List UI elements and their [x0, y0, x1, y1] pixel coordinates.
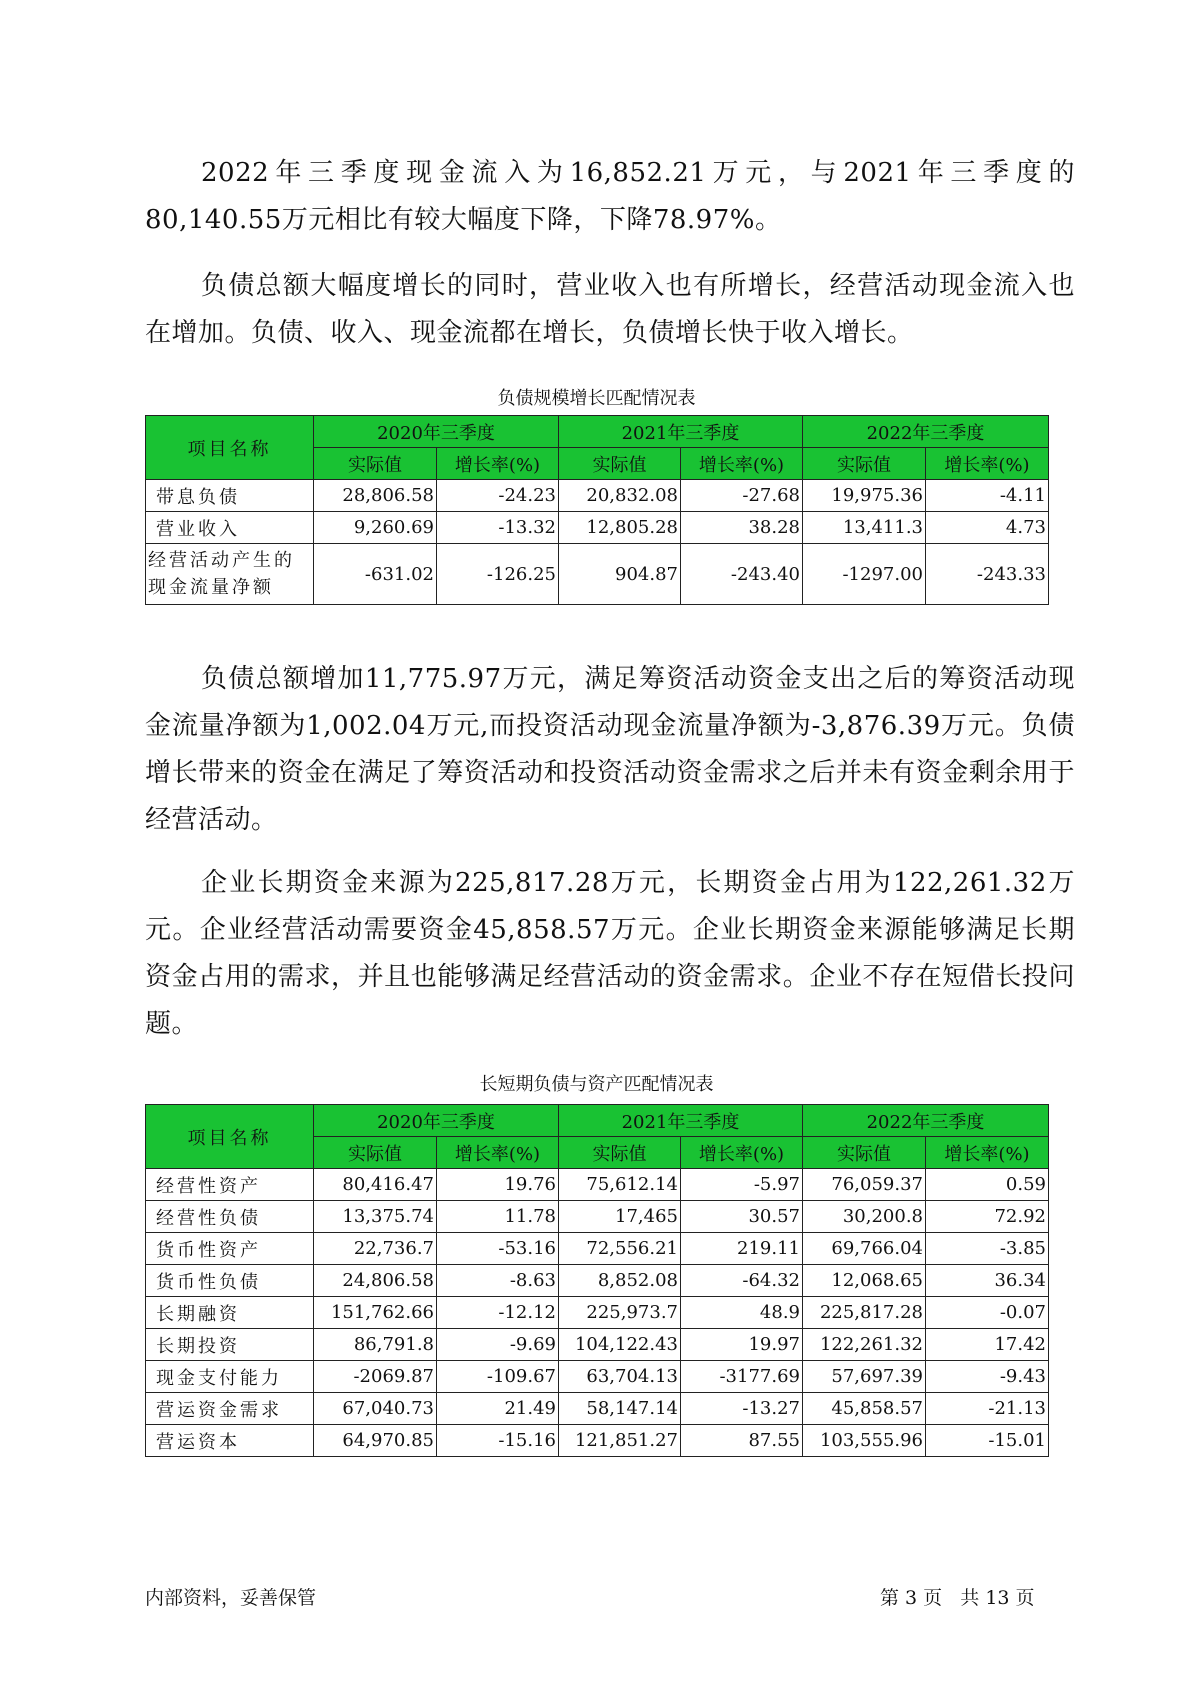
header-growth-rate: 增长率(%) [926, 1137, 1049, 1169]
row-label: 营运资本 [146, 1425, 314, 1457]
header-actual-value: 实际值 [559, 448, 681, 480]
header-growth-rate: 增长率(%) [681, 1137, 803, 1169]
header-actual-value: 实际值 [803, 1137, 926, 1169]
cell-growth-rate: -8.63 [437, 1265, 559, 1297]
cell-actual-value: 225,817.28 [803, 1297, 926, 1329]
footer-page-number: 第 3 页 共 13 页 [880, 1587, 1035, 1609]
cell-actual-value: 104,122.43 [559, 1329, 681, 1361]
table-row [146, 1297, 1049, 1329]
cell-growth-rate: -109.67 [437, 1361, 559, 1393]
header-growth-rate: 增长率(%) [437, 448, 559, 480]
paragraph-long-term-funds: 企业长期资金来源为225,817.28万元，长期资金占用为122,261.32万元。企业经营活动需要资金45,858.57万元。企业长期资金来源能够满足长期资金占用的需求，并且也能够满足经营活动的资金需求。企业不存在短借长投问题。 [145, 868, 1075, 1039]
asset-liability-match-table [145, 1104, 1049, 1457]
cell-actual-value: 67,040.73 [314, 1393, 437, 1425]
header-actual-value: 实际值 [314, 448, 437, 480]
cell-actual-value: 122,261.32 [803, 1329, 926, 1361]
cell-actual-value: 75,612.14 [559, 1169, 681, 1201]
table-row [146, 480, 1049, 512]
row-label: 现金支付能力 [146, 1361, 314, 1393]
cell-growth-rate: 48.9 [681, 1297, 803, 1329]
cell-growth-rate: 38.28 [681, 512, 803, 544]
cell-actual-value: 17,465 [559, 1201, 681, 1233]
cell-growth-rate: 219.11 [681, 1233, 803, 1265]
cell-growth-rate: 30.57 [681, 1201, 803, 1233]
header-period-2021: 2021年三季度 [559, 416, 803, 448]
cell-actual-value: -1297.00 [803, 544, 926, 605]
cell-actual-value: 24,806.58 [314, 1265, 437, 1297]
cell-growth-rate: -3.85 [926, 1233, 1049, 1265]
table-row [146, 1393, 1049, 1425]
table-row [146, 1425, 1049, 1457]
cell-growth-rate: -15.16 [437, 1425, 559, 1457]
cell-actual-value: -631.02 [314, 544, 437, 605]
cell-actual-value: 86,791.8 [314, 1329, 437, 1361]
cell-growth-rate: 0.59 [926, 1169, 1049, 1201]
row-label: 营业收入 [146, 512, 314, 544]
cell-actual-value: 76,059.37 [803, 1169, 926, 1201]
cell-growth-rate: -4.11 [926, 480, 1049, 512]
cell-growth-rate: 17.42 [926, 1329, 1049, 1361]
cell-growth-rate: -5.97 [681, 1169, 803, 1201]
cell-growth-rate: -243.40 [681, 544, 803, 605]
cell-growth-rate: -24.23 [437, 480, 559, 512]
cell-actual-value: 45,858.57 [803, 1393, 926, 1425]
header-period-2021: 2021年三季度 [559, 1105, 803, 1137]
cell-actual-value: 12,805.28 [559, 512, 681, 544]
cell-growth-rate: -243.33 [926, 544, 1049, 605]
cell-actual-value: 103,555.96 [803, 1425, 926, 1457]
table-row [146, 1169, 1049, 1201]
header-actual-value: 实际值 [559, 1137, 681, 1169]
cell-actual-value: 28,806.58 [314, 480, 437, 512]
table-row [146, 1233, 1049, 1265]
cell-growth-rate: -12.12 [437, 1297, 559, 1329]
footer-confidential-note: 内部资料，妥善保管 [145, 1587, 317, 1609]
table-row [146, 1265, 1049, 1297]
cell-actual-value: 19,975.36 [803, 480, 926, 512]
cell-growth-rate: 19.97 [681, 1329, 803, 1361]
cell-growth-rate: 21.49 [437, 1393, 559, 1425]
cell-actual-value: 151,762.66 [314, 1297, 437, 1329]
debt-scale-table [145, 415, 1049, 605]
cell-growth-rate: 19.76 [437, 1169, 559, 1201]
cell-actual-value: 13,411.3 [803, 512, 926, 544]
cell-actual-value: 904.87 [559, 544, 681, 605]
cell-actual-value: 121,851.27 [559, 1425, 681, 1457]
cell-actual-value: 20,832.08 [559, 480, 681, 512]
cell-growth-rate: -0.07 [926, 1297, 1049, 1329]
row-label: 货币性资产 [146, 1233, 314, 1265]
paragraph-debt-growth: 负债总额大幅度增长的同时，营业收入也有所增长，经营活动现金流入也在增加。负债、收入、现金流都在增长，负债增长快于收入增长。 [145, 271, 1075, 348]
header-period-2020: 2020年三季度 [314, 416, 559, 448]
cell-actual-value: 30,200.8 [803, 1201, 926, 1233]
cell-growth-rate: -13.27 [681, 1393, 803, 1425]
cell-growth-rate: 36.34 [926, 1265, 1049, 1297]
cell-growth-rate: 11.78 [437, 1201, 559, 1233]
cell-actual-value: 22,736.7 [314, 1233, 437, 1265]
cell-growth-rate: -126.25 [437, 544, 559, 605]
table2-caption: 长短期负债与资产匹配情况表 [479, 1074, 714, 1095]
cell-actual-value: 225,973.7 [559, 1297, 681, 1329]
cell-actual-value: 64,970.85 [314, 1425, 437, 1457]
table-row [146, 1361, 1049, 1393]
cell-actual-value: -2069.87 [314, 1361, 437, 1393]
cell-actual-value: 80,416.47 [314, 1169, 437, 1201]
cell-growth-rate: 87.55 [681, 1425, 803, 1457]
row-label: 带息负债 [146, 480, 314, 512]
cell-actual-value: 8,852.08 [559, 1265, 681, 1297]
header-growth-rate: 增长率(%) [681, 448, 803, 480]
cell-actual-value: 12,068.65 [803, 1265, 926, 1297]
header-period-2022: 2022年三季度 [803, 416, 1049, 448]
cell-actual-value: 72,556.21 [559, 1233, 681, 1265]
table-row [146, 1329, 1049, 1361]
header-actual-value: 实际值 [314, 1137, 437, 1169]
header-period-2022: 2022年三季度 [803, 1105, 1049, 1137]
cell-growth-rate: -27.68 [681, 480, 803, 512]
header-actual-value: 实际值 [803, 448, 926, 480]
row-label: 营运资金需求 [146, 1393, 314, 1425]
cell-actual-value: 13,375.74 [314, 1201, 437, 1233]
cell-growth-rate: -9.69 [437, 1329, 559, 1361]
table-row [146, 1201, 1049, 1233]
cell-growth-rate: -9.43 [926, 1361, 1049, 1393]
row-label: 货币性负债 [146, 1265, 314, 1297]
header-growth-rate: 增长率(%) [926, 448, 1049, 480]
cell-actual-value: 57,697.39 [803, 1361, 926, 1393]
cell-actual-value: 58,147.14 [559, 1393, 681, 1425]
row-label: 经营性资产 [146, 1169, 314, 1201]
paragraph-cash-inflow: 2022年三季度现金流入为16,852.21万元，与2021年三季度的80,140.55万元相比有较大幅度下降，下降78.97%。 [145, 158, 1075, 235]
cell-growth-rate: -53.16 [437, 1233, 559, 1265]
row-label: 长期融资 [146, 1297, 314, 1329]
row-label: 长期投资 [146, 1329, 314, 1361]
table-row [146, 512, 1049, 544]
cell-actual-value: 9,260.69 [314, 512, 437, 544]
cell-growth-rate: -13.32 [437, 512, 559, 544]
cell-actual-value: 69,766.04 [803, 1233, 926, 1265]
cell-growth-rate: -21.13 [926, 1393, 1049, 1425]
cell-growth-rate: 72.92 [926, 1201, 1049, 1233]
row-label: 经营活动产生的现金流量净额 [146, 544, 314, 605]
row-label: 经营性负债 [146, 1201, 314, 1233]
table-row [146, 544, 1049, 605]
paragraph-financing-activity: 负债总额增加11,775.97万元，满足筹资活动资金支出之后的筹资活动现金流量净额为1,002.04万元,而投资活动现金流量净额为-3,876.39万元。负债增长带来的资金在满足了筹资活动和投资活动资金需求之后并未有资金剩余用于经营活动。 [145, 664, 1075, 835]
cell-growth-rate: 4.73 [926, 512, 1049, 544]
header-item-name: 项目名称 [146, 1105, 314, 1169]
header-item-name: 项目名称 [146, 416, 314, 480]
cell-growth-rate: -3177.69 [681, 1361, 803, 1393]
header-period-2020: 2020年三季度 [314, 1105, 559, 1137]
cell-growth-rate: -15.01 [926, 1425, 1049, 1457]
table1-caption: 负债规模增长匹配情况表 [497, 388, 696, 409]
cell-actual-value: 63,704.13 [559, 1361, 681, 1393]
header-growth-rate: 增长率(%) [437, 1137, 559, 1169]
cell-growth-rate: -64.32 [681, 1265, 803, 1297]
